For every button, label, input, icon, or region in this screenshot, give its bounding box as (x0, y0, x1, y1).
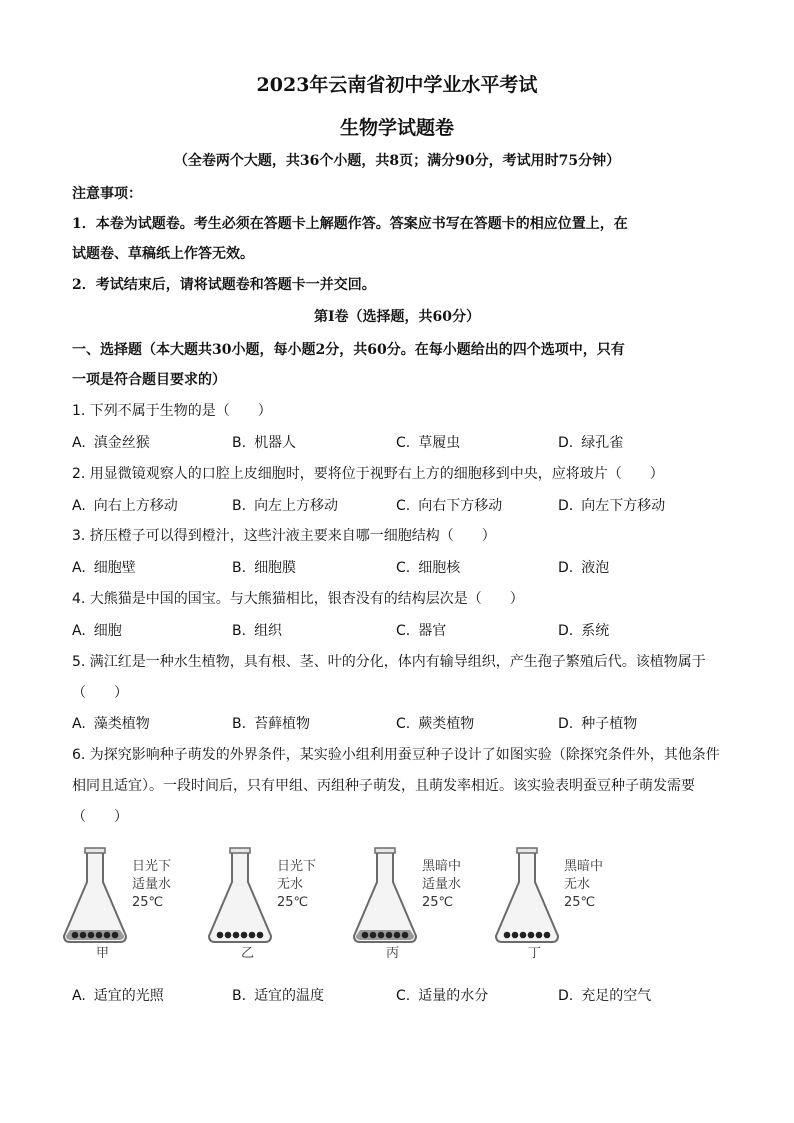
option-a: A. 适宜的光照 (72, 988, 164, 1004)
section-heading: 一、选择题（本大题共30小题，每小题2分，共60分。在每小题给出的四个选项中，只有 (72, 342, 625, 358)
notice-item-2: 2．考试结束后，请将试题卷和答题卡一并交回。 (72, 277, 376, 293)
option-d: D. 液泡 (558, 560, 610, 576)
notice-item-1: 1．本卷为试题卷。考生必须在答题卡上解题作答。答案应书写在答题卡的相应位置上，在 (72, 216, 628, 232)
part1-heading: 第Ⅰ卷（选择题，共60分） (313, 309, 481, 325)
option-a: A. 细胞壁 (72, 560, 136, 576)
option-b: B. 苔藓植物 (232, 716, 311, 732)
question-1-options (72, 432, 722, 452)
option-d: D. 绿孔雀 (558, 435, 624, 451)
conical-flask-icon (205, 846, 275, 946)
question-6-stem-cont2: （ ） (72, 809, 128, 825)
question-5-stem: 5. 满江红是一种水生植物，具有根、茎、叶的分化，体内有输导组织，产生孢子繁殖后代。该植物属于 (72, 654, 706, 670)
conical-flask-icon (350, 846, 420, 946)
option-b: B. 细胞膜 (232, 560, 297, 576)
flask-conditions: 黑暗中 适量水 25℃ (422, 859, 462, 910)
option-a: A. 滇金丝猴 (72, 435, 150, 451)
experiment-figure (60, 840, 700, 970)
option-d: D. 向左下方移动 (558, 498, 666, 514)
question-5-stem-cont: （ ） (72, 685, 128, 701)
option-b: B. 组织 (232, 623, 283, 639)
option-d: D. 充足的空气 (558, 988, 652, 1004)
paper-note: （全卷两个大题，共36个小题，共8页；满分90分，考试用时75分钟） (173, 153, 621, 169)
flask-label: 甲 (96, 946, 110, 961)
option-d: D. 系统 (558, 623, 610, 639)
conical-flask-icon (492, 846, 562, 946)
option-c: C. 适量的水分 (396, 988, 489, 1004)
question-4-options (72, 620, 722, 640)
option-a: A. 藻类植物 (72, 716, 150, 732)
question-2-stem: 2. 用显微镜观察人的口腔上皮细胞时，要将位于视野右上方的细胞移到中央，应将玻片（ ） (72, 466, 664, 482)
question-4-stem: 4. 大熊猫是中国的国宝。与大熊猫相比，银杏没有的结构层次是（ ） (72, 591, 524, 607)
flask-label: 丙 (386, 946, 400, 961)
flask-label: 丁 (528, 946, 542, 961)
notice-heading: 注意事项： (72, 186, 142, 202)
option-c: C. 草履虫 (396, 435, 461, 451)
question-6-stem: 6. 为探究影响种子萌发的外界条件，某实验小组利用蚕豆种子设计了如图实验（除探究条件外，其他条件 (72, 747, 720, 763)
option-c: C. 向右下方移动 (396, 498, 503, 514)
flask-group-jia (60, 840, 200, 970)
question-6-stem-cont: 相同且适宜）。一段时间后，只有甲组、丙组种子萌发，且萌发率相近。该实验表明蚕豆种子萌发需要 (72, 778, 695, 794)
option-c: C. 细胞核 (396, 560, 461, 576)
option-b: B. 机器人 (232, 435, 297, 451)
flask-group-yi (205, 840, 345, 970)
question-3-stem: 3. 挤压橙子可以得到橙汁，这些汁液主要来自哪一细胞结构（ ） (72, 528, 496, 544)
question-3-options (72, 557, 722, 577)
flask-conditions: 黑暗中 无水 25℃ (564, 859, 604, 910)
question-1-stem: 1. 下列不属于生物的是（ ） (72, 403, 272, 419)
section-heading-cont: 一项是符合题目要求的） (72, 372, 226, 388)
exam-title: 2023年云南省初中学业水平考试 (256, 74, 538, 96)
question-6-options (72, 985, 722, 1005)
flask-group-bing (350, 840, 490, 970)
flask-conditions: 日光下 无水 25℃ (277, 859, 317, 910)
conical-flask-icon (60, 846, 130, 946)
paper-subtitle: 生物学试题卷 (339, 117, 454, 139)
option-b: B. 适宜的温度 (232, 988, 325, 1004)
option-d: D. 种子植物 (558, 716, 638, 732)
option-c: C. 器官 (396, 623, 447, 639)
option-a: A. 向右上方移动 (72, 498, 178, 514)
flask-group-ding (492, 840, 632, 970)
notice-item-1-cont: 试题卷、草稿纸上作答无效。 (72, 246, 254, 262)
option-b: B. 向左上方移动 (232, 498, 339, 514)
flask-label: 乙 (241, 946, 255, 961)
option-a: A. 细胞 (72, 623, 122, 639)
option-c: C. 蕨类植物 (396, 716, 475, 732)
question-2-options (72, 495, 722, 515)
flask-conditions: 日光下 适量水 25℃ (132, 859, 172, 910)
question-5-options (72, 713, 722, 733)
